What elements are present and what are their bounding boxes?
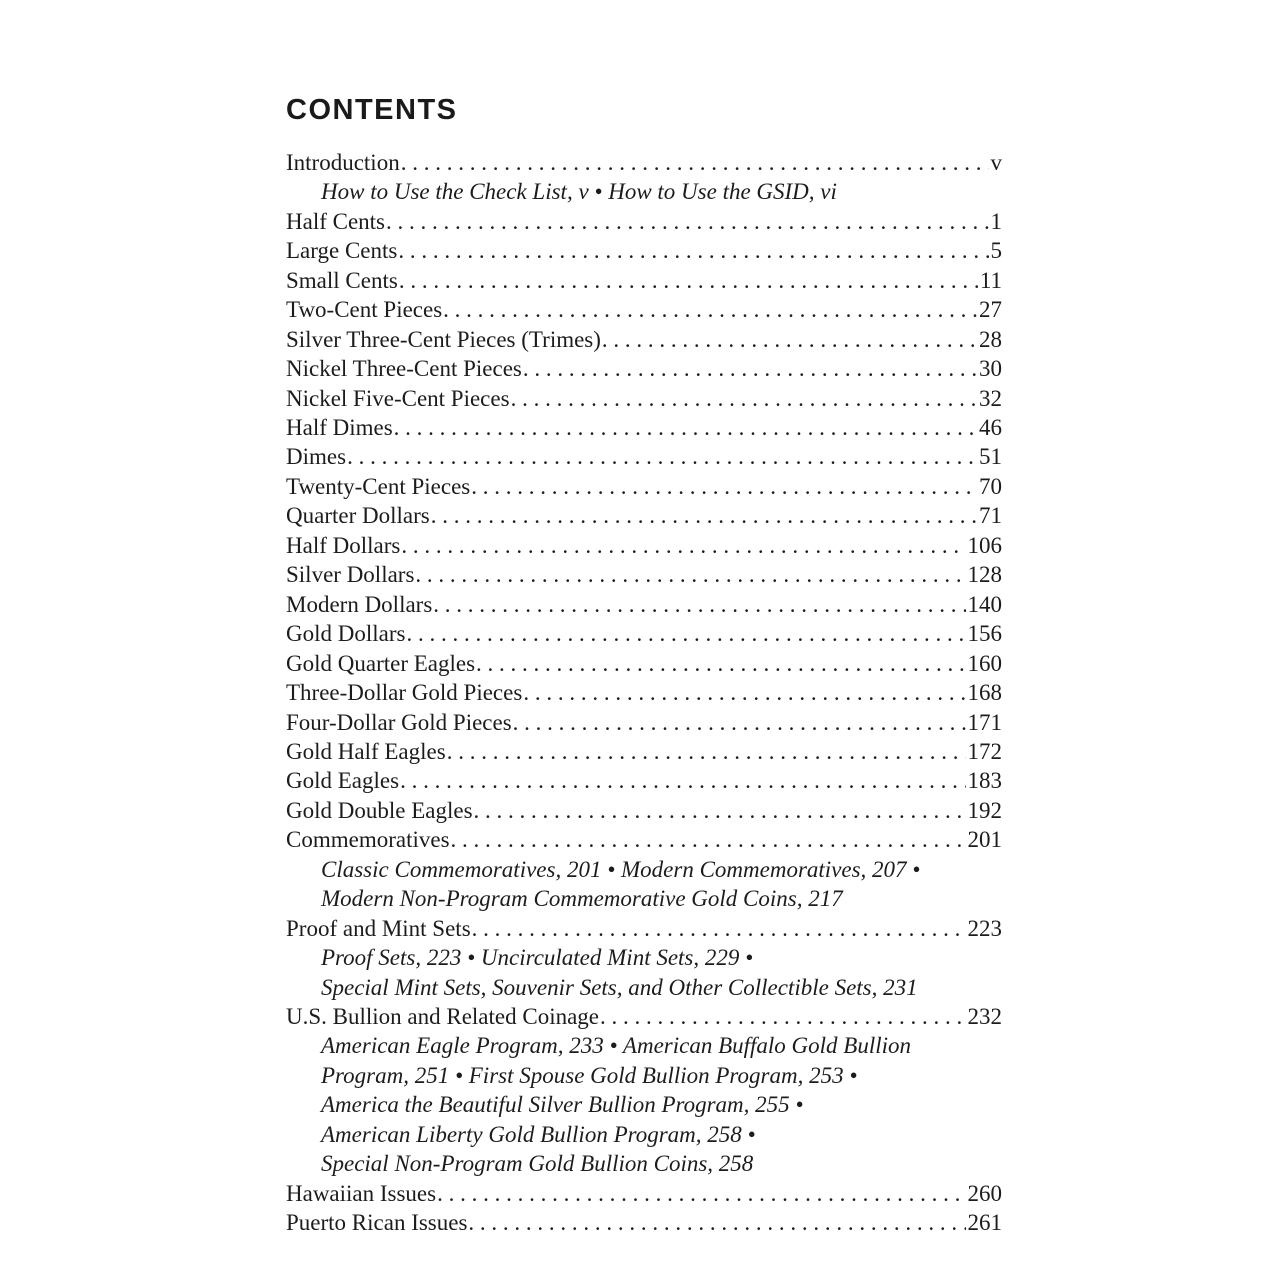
toc-entry-page-number: 171 (967, 709, 1002, 735)
toc-entry-label: Silver Dollars (286, 562, 415, 588)
dot-leader (401, 148, 989, 177)
toc-entry-page-number: 140 (967, 591, 1002, 617)
toc-sub-entry: Special Non-Program Gold Bullion Coins, 258 (321, 1151, 754, 1177)
toc-sub-entry: Proof Sets, 223 • Uncirculated Mint Sets, 229 • (321, 945, 754, 971)
toc-entry-label: Modern Dollars (286, 591, 433, 617)
toc-entry (286, 384, 1002, 413)
toc-entry-page-number: v (990, 149, 1002, 175)
toc-entry-label: Half Cents (286, 208, 386, 234)
toc-entry-label: Small Cents (286, 267, 398, 293)
toc-entry-label: Quarter Dollars (286, 503, 430, 529)
dot-leader (474, 796, 966, 825)
toc-entry-label: U.S. Bullion and Related Coinage (286, 1004, 600, 1030)
toc-entry (286, 266, 1002, 295)
toc-entry-label: Three-Dollar Gold Pieces (286, 680, 523, 706)
dot-leader (399, 266, 978, 295)
toc-entry (286, 590, 1002, 619)
page-title: CONTENTS (286, 94, 458, 126)
toc-entry (286, 207, 1002, 236)
dot-leader (523, 678, 965, 707)
toc-entry (286, 295, 1002, 324)
toc-entry-page-number: 30 (979, 356, 1002, 382)
dot-leader (398, 236, 988, 265)
toc-entry-page-number: 192 (967, 797, 1002, 823)
toc-entry-page-number: 11 (979, 267, 1002, 293)
toc-entry-label: Half Dimes (286, 414, 393, 440)
toc-entry-label: Introduction (286, 149, 400, 175)
toc-entry-page-number: 32 (979, 385, 1002, 411)
toc-entry (286, 914, 1002, 943)
toc-sub-entry: Modern Non-Program Commemorative Gold Coins, 217 (321, 886, 843, 912)
dot-leader (437, 1179, 965, 1208)
toc-entry (286, 501, 1002, 530)
toc-entry-label: Gold Double Eagles (286, 797, 473, 823)
toc-entry-page-number: 71 (979, 503, 1002, 529)
dot-leader (447, 737, 966, 766)
toc-entry-page-number: 1 (990, 208, 1002, 234)
toc-entry (286, 1179, 1002, 1208)
dot-leader (476, 649, 965, 678)
toc-entry-label: Four-Dollar Gold Pieces (286, 709, 512, 735)
toc-sub-entry: American Liberty Gold Bullion Program, 258 • (321, 1121, 756, 1147)
toc-sub-entry: Special Mint Sets, Souvenir Sets, and Other Collectible Sets, 231 (321, 974, 918, 1000)
toc-entry-label: Nickel Three-Cent Pieces (286, 356, 522, 382)
dot-leader (468, 1208, 965, 1237)
toc-entry (286, 442, 1002, 471)
toc-entry-label: Puerto Rican Issues (286, 1210, 468, 1236)
toc-entry (286, 766, 1002, 795)
toc-entry-page-number: 70 (979, 473, 1002, 499)
toc-entry (286, 472, 1002, 501)
toc-entry-label: Gold Dollars (286, 621, 406, 647)
toc-entry-page-number: 46 (979, 414, 1002, 440)
toc-entry (286, 413, 1002, 442)
toc-entry (286, 796, 1002, 825)
dot-leader (472, 914, 966, 943)
toc-entry-page-number: 232 (967, 1004, 1002, 1030)
toc-entry-page-number: 160 (967, 650, 1002, 676)
toc-entry-page-number: 172 (967, 738, 1002, 764)
dot-leader (406, 619, 965, 648)
toc-entry-label: Proof and Mint Sets (286, 915, 471, 941)
toc-sub-entry: Program, 251 • First Spouse Gold Bullion Program, 253 • (321, 1062, 858, 1088)
toc-entry-page-number: 27 (979, 297, 1002, 323)
toc-list (286, 148, 1002, 1238)
toc-entry-page-number: 261 (967, 1210, 1002, 1236)
toc-entry-label: Half Dollars (286, 532, 401, 558)
dot-leader (401, 531, 965, 560)
dot-leader (400, 766, 965, 795)
toc-entry-label: Gold Quarter Eagles (286, 650, 476, 676)
dot-leader (471, 472, 977, 501)
toc-page (286, 95, 1002, 1238)
toc-entry-label: Dimes (286, 444, 347, 470)
toc-entry (286, 1002, 1002, 1031)
toc-entry (286, 560, 1002, 589)
toc-entry-page-number: 106 (967, 532, 1002, 558)
dot-leader (431, 501, 977, 530)
toc-entry (286, 325, 1002, 354)
dot-leader (513, 708, 966, 737)
toc-entry-page-number: 5 (990, 238, 1002, 264)
dot-leader (347, 442, 977, 471)
toc-entry (286, 619, 1002, 648)
dot-leader (415, 560, 965, 589)
toc-entry (286, 649, 1002, 678)
toc-entry-page-number: 128 (967, 562, 1002, 588)
toc-entry (286, 825, 1002, 854)
dot-leader (602, 325, 977, 354)
toc-entry (286, 148, 1002, 177)
dot-leader (511, 384, 977, 413)
toc-entry (286, 354, 1002, 383)
toc-sub-entry: America the Beautiful Silver Bullion Program, 255 • (321, 1092, 804, 1118)
toc-entry-label: Hawaiian Issues (286, 1180, 437, 1206)
toc-entry-label: Gold Eagles (286, 768, 400, 794)
toc-sub-entry: Classic Commemoratives, 201 • Modern Commemoratives, 207 • (321, 856, 921, 882)
toc-entry-label: Silver Three-Cent Pieces (Trimes) (286, 326, 601, 352)
toc-entry-label: Nickel Five-Cent Pieces (286, 385, 510, 411)
dot-leader (433, 590, 965, 619)
toc-entry-page-number: 156 (967, 621, 1002, 647)
toc-entry-page-number: 51 (979, 444, 1002, 470)
dot-leader (386, 207, 988, 236)
toc-entry-label: Gold Half Eagles (286, 738, 446, 764)
toc-entry (286, 678, 1002, 707)
toc-entry-label: Large Cents (286, 238, 398, 264)
toc-entry-label: Twenty-Cent Pieces (286, 473, 471, 499)
toc-entry (286, 1208, 1002, 1237)
toc-entry-page-number: 223 (967, 915, 1002, 941)
toc-entry-page-number: 168 (967, 680, 1002, 706)
toc-sub-entry: American Eagle Program, 233 • American Buffalo Gold Bullion (321, 1033, 912, 1059)
dot-leader (443, 295, 977, 324)
toc-entry-page-number: 260 (967, 1180, 1002, 1206)
toc-entry-page-number: 28 (979, 326, 1002, 352)
toc-sub-entry: How to Use the Check List, v • How to Use the GSID, vi (321, 179, 837, 205)
dot-leader (523, 354, 977, 383)
dot-leader (451, 825, 966, 854)
toc-entry (286, 236, 1002, 265)
toc-entry (286, 737, 1002, 766)
toc-entry (286, 708, 1002, 737)
toc-entry-label: Two-Cent Pieces (286, 297, 443, 323)
toc-entry-label: Commemoratives (286, 827, 450, 853)
dot-leader (600, 1002, 965, 1031)
toc-entry-page-number: 183 (967, 768, 1002, 794)
toc-entry-page-number: 201 (967, 827, 1002, 853)
toc-entry (286, 531, 1002, 560)
dot-leader (394, 413, 977, 442)
